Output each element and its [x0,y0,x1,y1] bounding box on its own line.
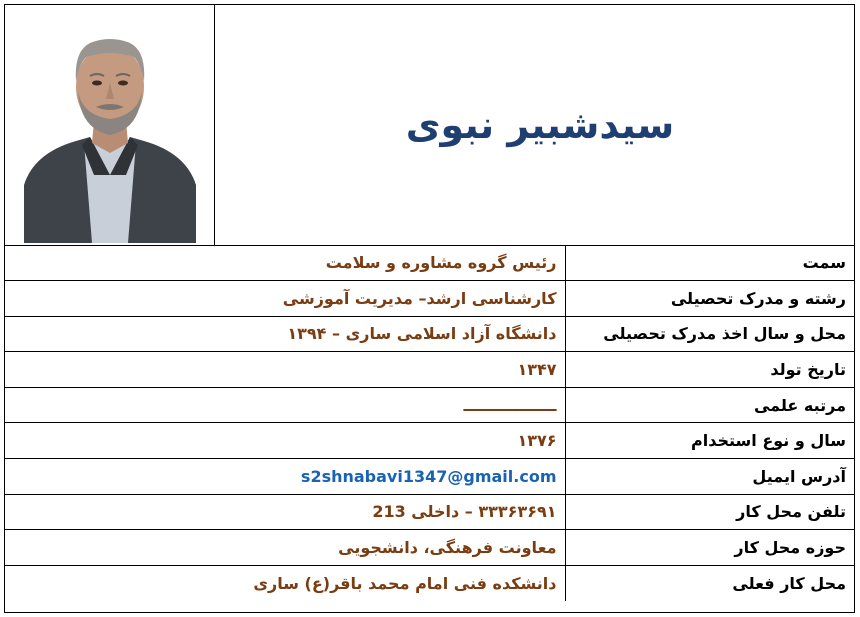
table-row [5,494,854,530]
row-value: دانشگاه آزاد اسلامی ساری – ۱۳۹۴ [5,316,565,352]
row-value: ۱۳۴۷ [5,352,565,388]
row-label: رشته و مدرک تحصیلی [565,281,854,317]
row-label: حوزه محل کار [565,530,854,566]
table-row [5,423,854,459]
row-value: معاونت فرهنگی، دانشجویی [5,530,565,566]
row-value: رئیس گروه مشاوره و سلامت [5,245,565,281]
profile-card [4,4,855,613]
table-row [5,316,854,352]
email-link[interactable]: s2shnabavi1347@gmail.com [5,459,565,495]
table-row [5,387,854,423]
table-row [5,245,854,281]
row-value: ـــــــــــــــــ [5,387,565,423]
table-row [5,565,854,601]
row-value: دانشکده فنی امام محمد باقر(ع) ساری [5,565,565,601]
person-name: سیدشبیر نبوی [405,103,675,147]
row-label: تاریخ تولد [565,352,854,388]
row-value: ۳۳۳۶۳۶۹۱ – داخلی 213 [5,494,565,530]
profile-info-table [5,245,854,601]
row-value: کارشناسی ارشد– مدیریت آموزشی [5,281,565,317]
row-label: تلفن محل کار [565,494,854,530]
row-label: محل کار فعلی [565,565,854,601]
portrait-photo [24,25,196,243]
table-row [5,352,854,388]
name-cell [216,5,854,245]
row-label: سمت [565,245,854,281]
row-label: مرتبه علمی [565,387,854,423]
row-label: سال و نوع استخدام [565,423,854,459]
table-row [5,530,854,566]
row-label: آدرس ایمیل [565,459,854,495]
photo-cell [5,5,215,245]
profile-header [5,5,854,246]
row-label: محل و سال اخذ مدرک تحصیلی [565,316,854,352]
portrait-illustration [24,25,196,243]
row-value: ۱۳۷۶ [5,423,565,459]
table-row [5,459,854,495]
table-row [5,281,854,317]
